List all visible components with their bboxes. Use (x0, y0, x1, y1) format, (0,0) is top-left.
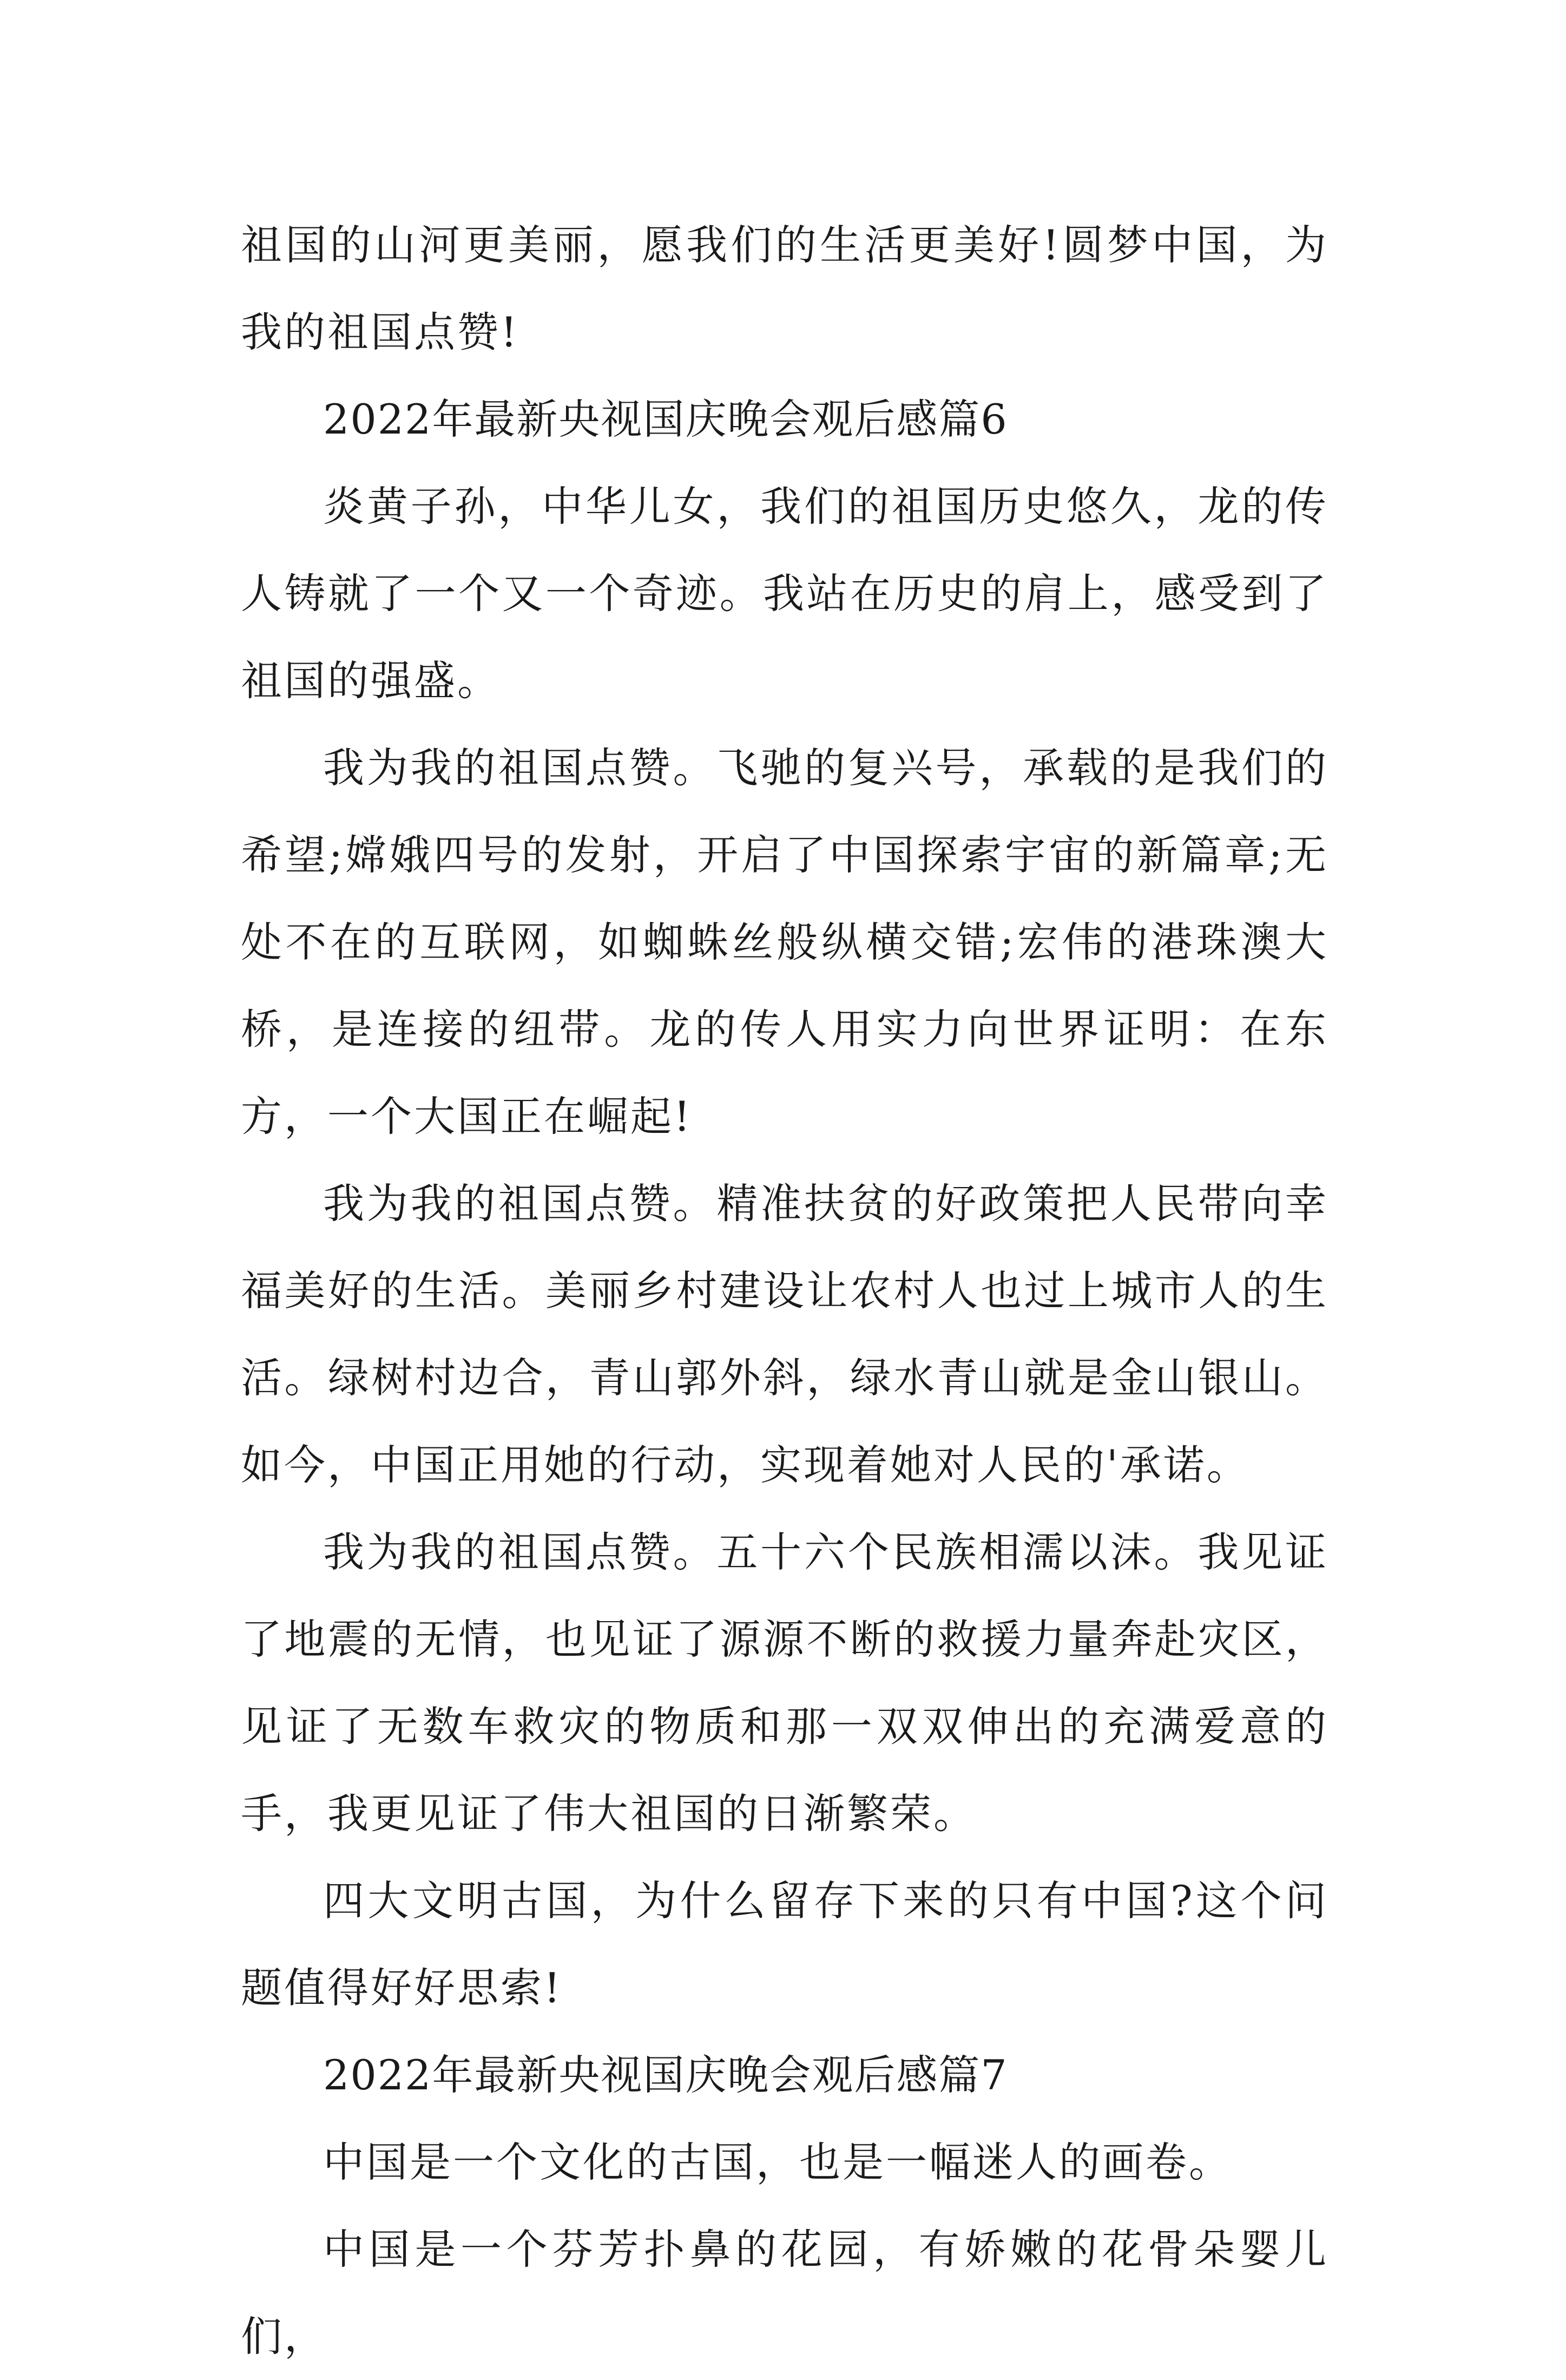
paragraph: 中国是一个文化的古国，也是一幅迷人的画卷。 (323, 2138, 1232, 2186)
document-body (241, 201, 1328, 2380)
section-heading: 2022年最新央视国庆晚会观后感篇6 (323, 395, 1008, 443)
paragraph: 四大文明古国，为什么留存下来的只有中国?这个问题值得好好思索! (241, 1877, 1328, 2012)
section-heading: 2022年最新央视国庆晚会观后感篇7 (323, 2051, 1008, 2099)
paragraph: 中国是一个芬芳扑鼻的花园，有娇嫩的花骨朵婴儿们， (241, 2225, 1328, 2361)
paragraph: 祖国的山河更美丽，愿我们的生活更美好!圆梦中国，为我的祖国点赞! (241, 221, 1328, 356)
paragraph: 我为我的祖国点赞。飞驰的复兴号，承载的是我们的希望;嫦娥四号的发射，开启了中国探索宇宙的新篇章;无处不在的互联网，如蜘蛛丝般纵横交错;宏伟的港珠澳大桥，是连接的纽带。龙的传人用实力向世界证明：在东方，一个大国正在崛起! (241, 744, 1328, 1140)
paragraph: 我为我的祖国点赞。精准扶贫的好政策把人民带向幸福美好的生活。美丽乡村建设让农村人也过上城市人的生活。绿树村边合，青山郭外斜，绿水青山就是金山银山。如今，中国正用她的行动，实现着她对人民的'承诺。 (241, 1179, 1328, 1489)
paragraph: 我为我的祖国点赞。五十六个民族相濡以沫。我见证了地震的无情，也见证了源源不断的救援力量奔赴灾区，见证了无数车救灾的物质和那一双双伸出的充满爱意的手，我更见证了伟大祖国的日渐繁荣。 (241, 1528, 1328, 1838)
paragraph: 炎黄子孙，中华儿女，我们的祖国历史悠久，龙的传人铸就了一个又一个奇迹。我站在历史的肩上，感受到了祖国的强盛。 (241, 482, 1328, 705)
